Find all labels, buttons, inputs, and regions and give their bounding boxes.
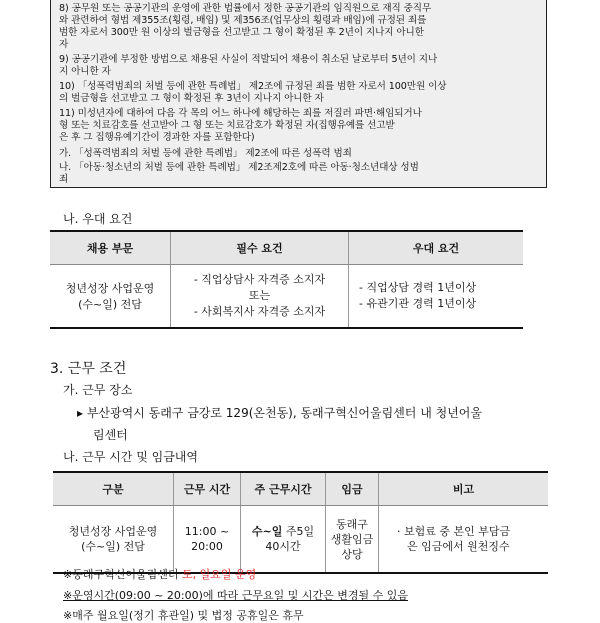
place-line: ▸ 부산광역시 동래구 금강로 129(온천동), 동래구혁신어울림센터 내 청년어울 (77, 406, 482, 420)
disqualification-line: 의 벌금형을 선고받고 그 형이 확정된 후 3년이 지나지 아니한 자 (59, 93, 324, 104)
disqualification-line: 11) 미성년자에 대하여 다음 각 목의 어느 하나에 해당하는 죄를 저질러 파면·해임되거나 (59, 108, 422, 119)
weekly-line: 40시간 (265, 540, 301, 553)
table-header: 임금 (326, 472, 379, 506)
weekly-line (242, 524, 324, 539)
preferred-cell (349, 265, 524, 329)
disqualification-line: 가. 「성폭력범죄의 처벌 등에 관한 특례법」 제2조에 따른 성폭력 범죄 (59, 148, 352, 159)
remark-line: · 보험료 중 본인 부담금 (397, 525, 511, 538)
note-operating-days (63, 566, 256, 582)
table-header: 우대 요건 (349, 231, 524, 265)
disqualification-line: 10) 「성폭력범죄의 처벌 등에 관한 특례법」 제2조에 규정된 죄를 범한 자로서 100만원 이상 (59, 81, 447, 92)
preferred-line: - 유관기관 경력 1년이상 (359, 297, 477, 310)
place-line: 림센터 (93, 428, 128, 442)
note-schedule-change: ※운영시간(09:00 ~ 20:00)에 따라 근무요일 및 시간은 변경될 수 있음 (63, 589, 409, 602)
weekly-days: 수~일 (251, 525, 283, 538)
hours-cell (174, 506, 241, 574)
place-heading: 가. 근무 장소 (63, 383, 133, 397)
disqualification-line: 8) 공무원 또는 공공기관의 운영에 관한 법률에서 정한 공공기관의 임직원으로 재직 중직무 (59, 3, 432, 14)
preferred-table (50, 230, 523, 329)
note-text: ※동래구혁신어울림센터 (63, 568, 182, 581)
disqualification-line: 은 후 그 집행유예기간이 경과한 자를 포함한다) (59, 132, 255, 143)
wage-line: 상당 (341, 547, 363, 561)
required-line: - 사회복지사 자격증 소지자 (193, 305, 326, 318)
disqualification-line: 죄 (59, 174, 69, 185)
hours-line: 20:00 (191, 540, 223, 553)
table-header: 필수 요건 (171, 231, 349, 265)
work-conditions-table (53, 471, 548, 574)
table-header: 채용 부문 (50, 231, 171, 265)
disqualification-line: 9) 공공기관에 부정한 방법으로 채용된 사실이 적발되어 채용이 취소된 날로부터 5년이 지나 (59, 54, 438, 65)
table-header: 구분 (53, 472, 174, 506)
dept-line: 청년성장 사업운영 (65, 282, 155, 295)
disqualification-line: 지 아니한 자 (59, 66, 111, 77)
remark-cell (379, 506, 549, 574)
table-header: 비고 (379, 472, 549, 506)
dept-cell (50, 265, 171, 329)
dept-cell (53, 506, 174, 574)
weekly-hours-cell (241, 506, 326, 574)
note-highlight: 토, 일요일 운영 (181, 568, 257, 581)
required-line: - 직업상담사 자격증 소지자 (193, 273, 326, 286)
preferred-line: - 직업상담 경력 1년이상 (359, 281, 477, 294)
time-heading: 나. 근무 시간 및 임금내역 (63, 450, 198, 464)
disqualification-line: 와 관련하여 형법 제355조(횡령, 배임) 및 제356조(업무상의 횡령과 배임)에 규정된 죄를 (59, 15, 427, 26)
disqualification-line: 나. 「아동·청소년의 처벌 등에 관한 특례법」 제2조제2호에 따른 아동·청소년대상 성범 (59, 162, 419, 173)
remark-line: 은 임금에서 원천징수 (407, 540, 510, 553)
table-header: 근무 시간 (174, 472, 241, 506)
hours-line: 11:00 ~ (184, 525, 230, 538)
weekly-count: 주5일 (282, 525, 315, 538)
preferred-heading: 나. 우대 요건 (63, 212, 133, 226)
note-holidays: ※매주 월요일(정기 휴관일) 및 법정 공휴일은 휴무 (63, 609, 304, 622)
disqualification-line: 자 (59, 39, 69, 50)
wage-line: 생활임금 (330, 532, 374, 546)
table-row (50, 265, 523, 329)
disqualification-line: 형 또는 치료감호를 선고받아 그 형 또는 치료감호가 확정된 자(집행유예를 선고받 (59, 120, 395, 131)
conditions-heading: 3. 근무 조건 (50, 361, 127, 377)
disqualification-line: 범한 자로서 300만 원 이상의 벌금형을 선고받고 그 형이 확정된 후 2년이 지나지 아니한 (59, 27, 424, 38)
table-row (53, 506, 548, 574)
dept-line: (수~일) 전담 (81, 540, 145, 553)
dept-line: (수~일) 전담 (78, 298, 142, 311)
required-line: 또는 (248, 289, 271, 302)
dept-line: 청년성장 사업운영 (68, 525, 158, 538)
table-header: 주 근무시간 (241, 472, 326, 506)
wage-cell (326, 506, 379, 574)
required-cell (171, 265, 349, 329)
wage-line: 동래구 (336, 517, 368, 531)
disqualification-box (50, 0, 547, 188)
